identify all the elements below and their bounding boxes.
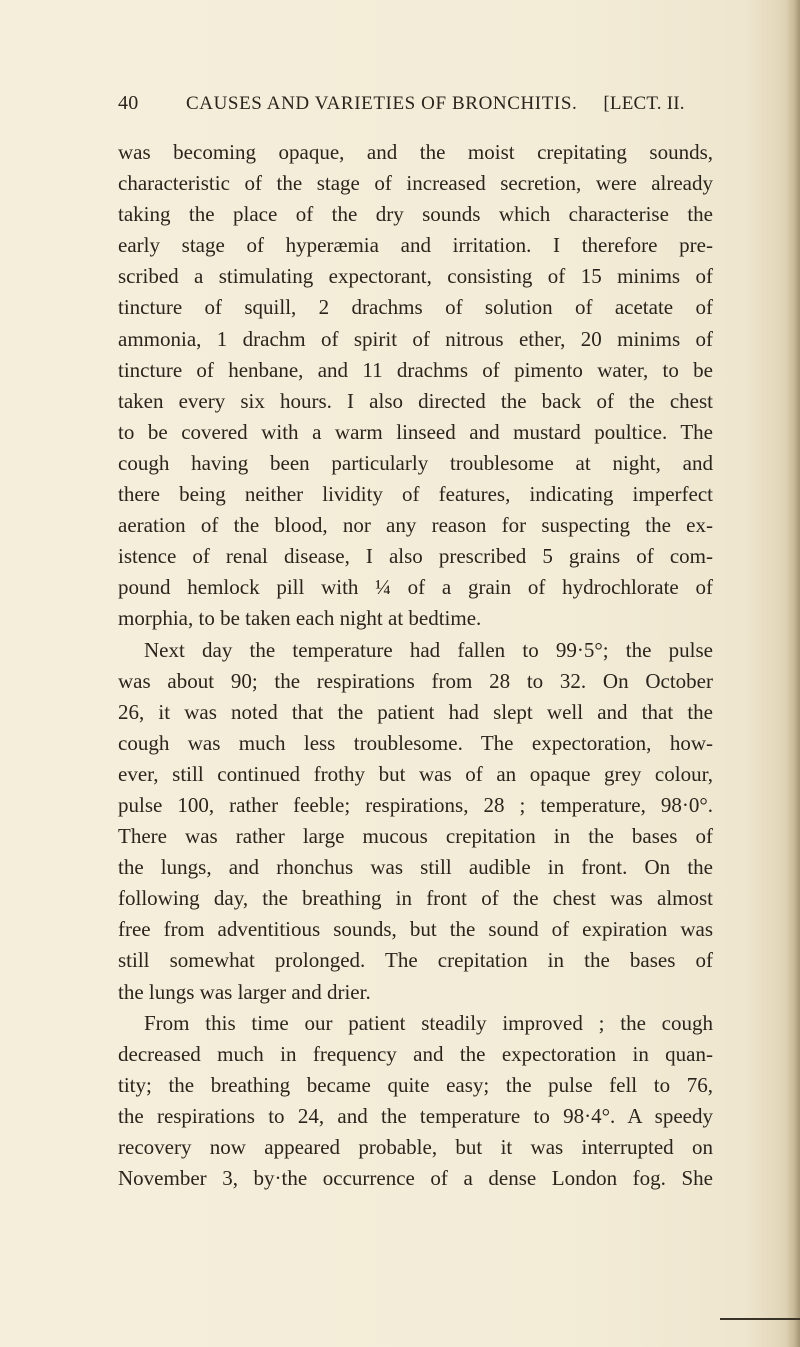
text-line: November 3, by·the occurrence of a dense London fog. She bbox=[118, 1166, 713, 1191]
text-line: morphia, to be taken each night at bedtime. bbox=[118, 606, 482, 631]
text-line: free from adventitious sounds, but the sound of expiration was bbox=[118, 917, 713, 942]
running-head bbox=[118, 92, 718, 122]
page-edge-shadow bbox=[786, 0, 800, 1347]
running-title: CAUSES AND VARIETIES OF BRONCHITIS. bbox=[186, 93, 578, 114]
text-line: early stage of hyperæmia and irritation. I therefore pre- bbox=[118, 233, 713, 258]
text-line: to be covered with a warm linseed and mustard poultice. The bbox=[118, 419, 713, 444]
text-line: the respirations to 24, and the temperature to 98·4°. A speedy bbox=[118, 1103, 713, 1128]
text-line: taking the place of the dry sounds which characterise the bbox=[118, 202, 713, 227]
text-line: taken every six hours. I also directed the back of the chest bbox=[118, 388, 713, 413]
text-line: pound hemlock pill with ¼ of a grain of hydrochlorate of bbox=[118, 575, 713, 600]
text-line: was becoming opaque, and the moist crepitating sounds, bbox=[118, 140, 713, 164]
text-line: cough was much less troublesome. The expectoration, how- bbox=[118, 730, 713, 755]
paragraph-start: Next day the temperature had fallen to 99·5°; the pulse bbox=[144, 637, 713, 662]
text-line: cough having been particularly troublesome at night, and bbox=[118, 450, 713, 475]
text-line: tity; the breathing became quite easy; the pulse fell to 76, bbox=[118, 1072, 713, 1097]
text-line: ammonia, 1 drachm of spirit of nitrous ether, 20 minims of bbox=[118, 326, 713, 351]
text-line: still somewhat prolonged. The crepitation in the bases of bbox=[118, 948, 713, 973]
text-line: aeration of the blood, nor any reason for suspecting the ex- bbox=[118, 513, 713, 538]
text-line: tincture of henbane, and 11 drachms of pimento water, to be bbox=[118, 357, 713, 382]
lecture-marker: [LECT. II. bbox=[603, 93, 685, 114]
text-line: was about 90; the respirations from 28 to 32. On October bbox=[118, 668, 713, 693]
text-line: recovery now appeared probable, but it was interrupted on bbox=[118, 1135, 713, 1159]
text-line: the lungs was larger and drier. bbox=[118, 979, 371, 1004]
text-line: there being neither lividity of features, indicating imperfect bbox=[118, 482, 713, 507]
text-line: decreased much in frequency and the expectoration in quan- bbox=[118, 1041, 713, 1066]
text-line: following day, the breathing in front of the chest was almost bbox=[118, 886, 713, 911]
text-line: tincture of squill, 2 drachms of solution of acetate of bbox=[118, 295, 713, 320]
body-text bbox=[118, 137, 713, 1194]
text-line: the lungs, and rhonchus was still audible in front. On the bbox=[118, 855, 713, 880]
text-line: There was rather large mucous crepitation in the bases of bbox=[118, 824, 713, 849]
text-line: 26, it was noted that the patient had slept well and that the bbox=[118, 699, 713, 724]
text-line: istence of renal disease, I also prescribed 5 grains of com- bbox=[118, 544, 713, 569]
text-line: characteristic of the stage of increased secretion, were already bbox=[118, 171, 713, 196]
text-line: scribed a stimulating expectorant, consisting of 15 minims of bbox=[118, 264, 713, 289]
bottom-rule bbox=[720, 1318, 800, 1320]
text-line: pulse 100, rather feeble; respirations, 28 ; temperature, 98·0°. bbox=[118, 792, 713, 817]
page-number: 40 bbox=[118, 92, 139, 114]
paragraph-start: From this time our patient steadily improved ; the cough bbox=[144, 1010, 713, 1035]
text-line: ever, still continued frothy but was of an opaque grey colour, bbox=[118, 761, 713, 786]
